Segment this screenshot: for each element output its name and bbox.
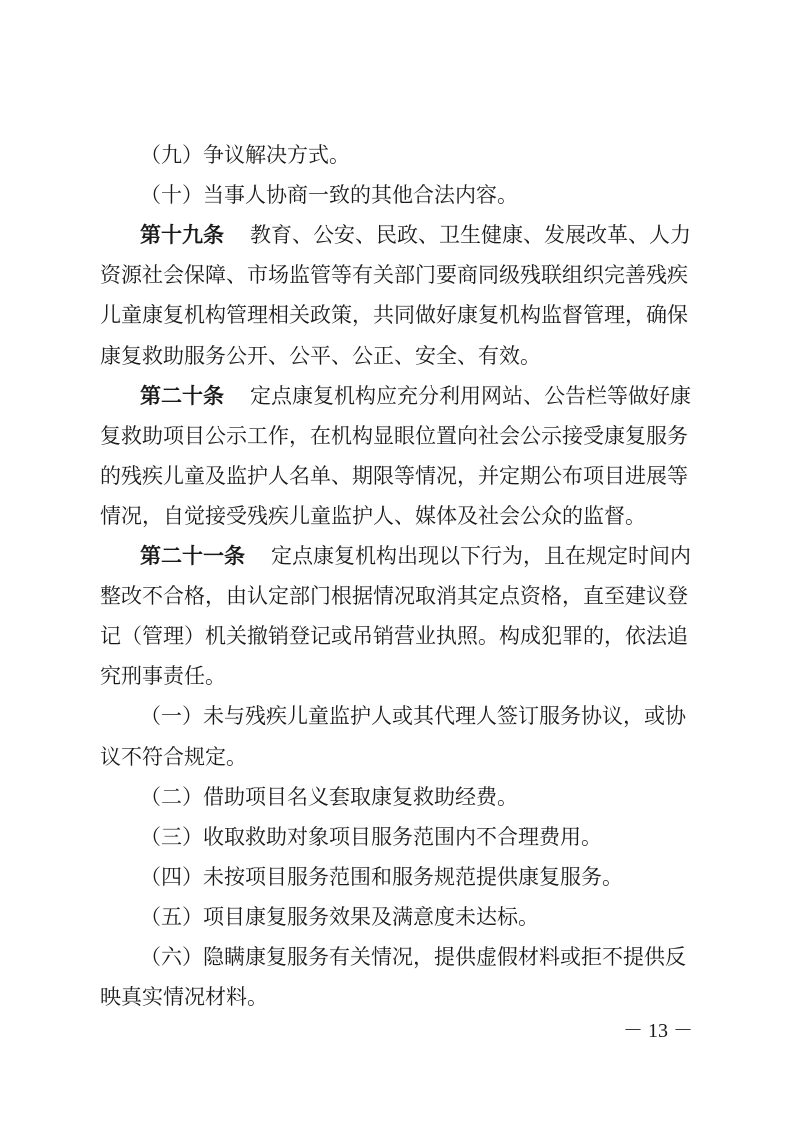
paragraph-text: 情况，自觉接受残疾儿童监护人、媒体及社会公众的监督。 [100, 504, 646, 528]
paragraph-text: 定点康复机构应充分利用网站、公告栏等做好康 [250, 384, 691, 408]
text-line [0, 416, 793, 456]
text-line [0, 376, 793, 416]
text-line [0, 777, 793, 817]
text-line [0, 857, 793, 897]
text-line [0, 135, 793, 175]
text-line [0, 656, 793, 696]
paragraph-text: 映真实情况材料。 [100, 985, 268, 1009]
paragraph-text: 儿童康复机构管理相关政策，共同做好康复机构监督管理，确保 [100, 303, 688, 327]
text-line [0, 456, 793, 496]
text-line [0, 616, 793, 656]
paragraph-text: 的残疾儿童及监护人名单、期限等情况，并定期公布项目进展等 [100, 464, 688, 488]
text-line [0, 897, 793, 937]
text-line [0, 336, 793, 376]
paragraph-text: 究刑事责任。 [100, 664, 226, 688]
paragraph-text: （二）借助项目名义套取康复救助经费。 [140, 785, 518, 809]
text-line [0, 696, 793, 736]
text-line [0, 576, 793, 616]
text-line [0, 937, 793, 977]
article-heading: 第二十一条 [140, 544, 245, 568]
text-line [0, 737, 793, 777]
paragraph-text: （三）收取救助对象项目服务范围内不合理费用。 [140, 825, 602, 849]
paragraph-text: （四）未按项目服务范围和服务规范提供康复服务。 [140, 865, 623, 889]
text-line [0, 175, 793, 215]
paragraph-text: 复救助项目公示工作，在机构显眼位置向社会公示接受康复服务 [100, 424, 688, 448]
page-number: － 13 － [623, 1020, 693, 1042]
text-line [0, 536, 793, 576]
paragraph-text: 资源社会保障、市场监管等有关部门要商同级残联组织完善残疾 [100, 263, 688, 287]
paragraph-text: 议不符合规定。 [100, 745, 247, 769]
text-line [0, 977, 793, 1017]
paragraph-text: （十）当事人协商一致的其他合法内容。 [140, 183, 518, 207]
paragraph-text: 康复救助服务公开、公平、公正、安全、有效。 [100, 344, 541, 368]
article-heading: 第二十条 [140, 384, 224, 408]
paragraph-text: 定点康复机构出现以下行为，且在规定时间内 [271, 544, 691, 568]
paragraph-text: 记（管理）机关撤销登记或吊销营业执照。构成犯罪的，依法追 [100, 624, 688, 648]
text-line [0, 215, 793, 255]
paragraph-text: （九）争议解决方式。 [140, 143, 350, 167]
article-heading: 第十九条 [140, 223, 224, 247]
text-line [0, 295, 793, 335]
text-line [0, 817, 793, 857]
paragraph-text: （五）项目康复服务效果及满意度未达标。 [140, 905, 539, 929]
text-line [0, 496, 793, 536]
paragraph-text: 教育、公安、民政、卫生健康、发展改革、人力 [250, 223, 691, 247]
paragraph-text: （一）未与残疾儿童监护人或其代理人签订服务协议，或协 [140, 704, 686, 728]
text-line [0, 255, 793, 295]
paragraph-text: 整改不合格，由认定部门根据情况取消其定点资格，直至建议登 [100, 584, 688, 608]
paragraph-text: （六）隐瞒康复服务有关情况，提供虚假材料或拒不提供反 [140, 945, 686, 969]
